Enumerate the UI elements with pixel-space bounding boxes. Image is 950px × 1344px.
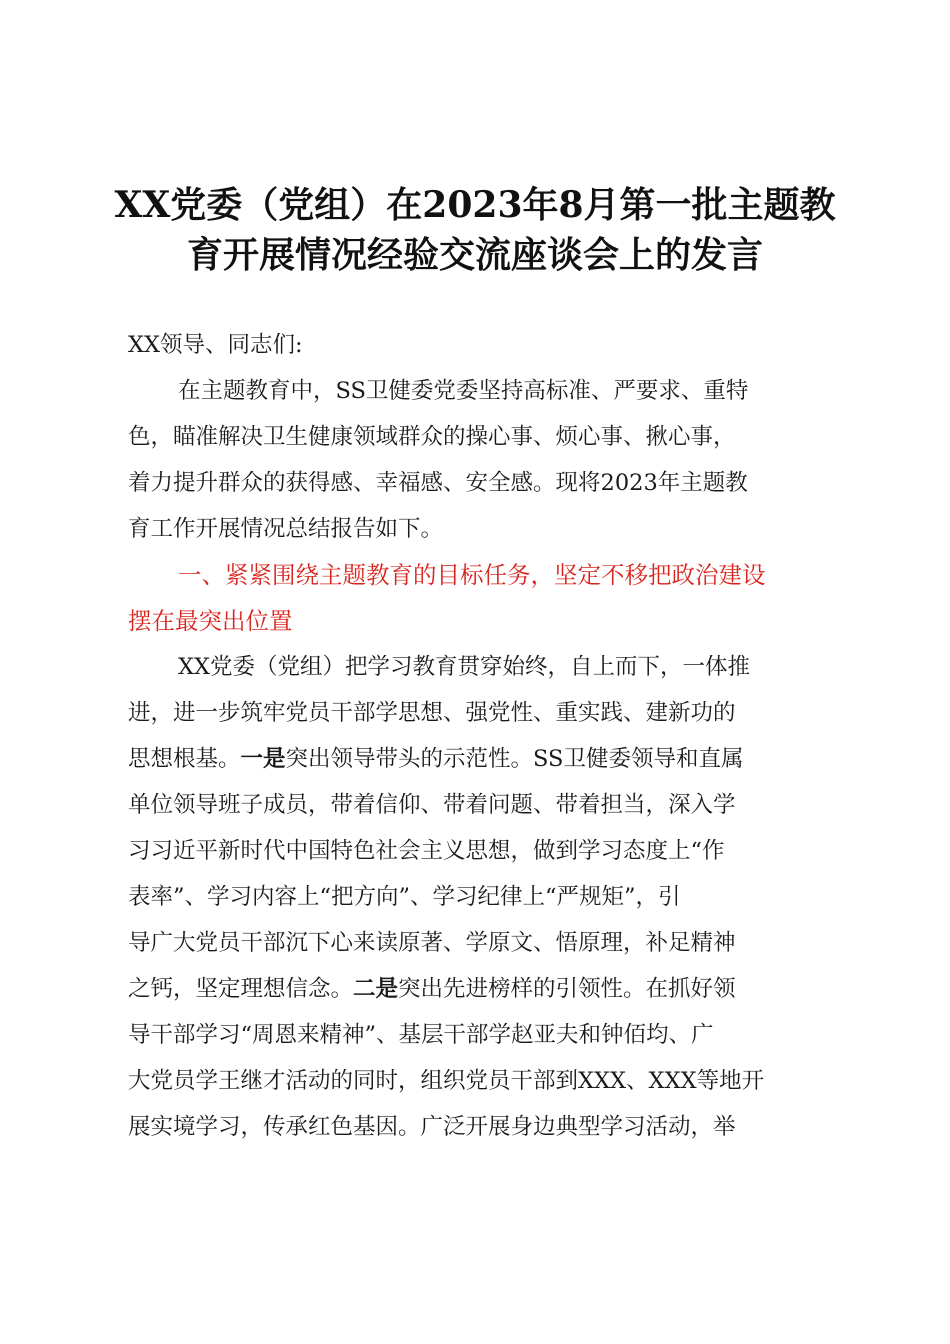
document-title	[100, 180, 850, 280]
text-run: 思想根基。	[128, 746, 241, 772]
title-line-2: 育开展情况经验交流座谈会上的发言	[186, 234, 763, 276]
paragraph-line: 表率”、学习内容上“把方向”、学习纪律上“严规矩”，引	[128, 884, 681, 910]
intro-line: 色，瞄准解决卫生健康领域群众的操心事、烦心事、揪心事，	[128, 424, 736, 450]
title-line-1: XX党委（党组）在2023年8月第一批主题教	[114, 184, 836, 226]
paragraph-line: XX党委（党组）把学习教育贯穿始终，自上而下，一体推	[178, 654, 751, 680]
text-run: 之钙，坚定理想信念。	[128, 976, 354, 1002]
intro-line: 育工作开展情况总结报告如下。	[128, 516, 444, 542]
section-heading-line: 一、紧紧围绕主题教育的目标任务，坚定不移把政治建设	[178, 561, 766, 589]
paragraph-line: 导干部学习“周恩来精神”、基层干部学赵亚夫和钟佰均、广	[128, 1022, 714, 1048]
paragraph-line	[128, 966, 838, 1012]
section-heading-line: 摆在最突出位置	[128, 607, 293, 635]
paragraph-line: 习习近平新时代中国特色社会主义思想，做到学习态度上“作	[128, 838, 725, 864]
document-body	[128, 322, 838, 1150]
salutation: XX领导、同志们:	[128, 332, 303, 358]
paragraph-line: 展实境学习，传承红色基因。广泛开展身边典型学习活动，举	[128, 1114, 736, 1140]
paragraph-line	[128, 736, 838, 782]
paragraph-line: 进，进一步筑牢党员干部学思想、强党性、重实践、建新功的	[128, 700, 736, 726]
emphasis-first: 一是	[240, 746, 286, 772]
paragraph-line: 单位领导班子成员，带着信仰、带着问题、带着担当，深入学	[128, 792, 736, 818]
intro-line: 着力提升群众的获得感、幸福感、安全感。现将2023年主题教	[128, 470, 748, 496]
intro-line: 在主题教育中，SS卫健委党委坚持高标准、严要求、重特	[178, 378, 749, 404]
text-run: 突出领导带头的示范性。SS卫健委领导和直属	[285, 746, 744, 772]
emphasis-second: 二是	[353, 976, 399, 1002]
paragraph-line: 导广大党员干部沉下心来读原著、学原文、悟原理，补足精神	[128, 930, 736, 956]
text-run: 突出先进榜样的引领性。在抓好领	[398, 976, 736, 1002]
paragraph-line: 大党员学王继才活动的同时，组织党员干部到XXX、XXX等地开	[128, 1068, 765, 1094]
